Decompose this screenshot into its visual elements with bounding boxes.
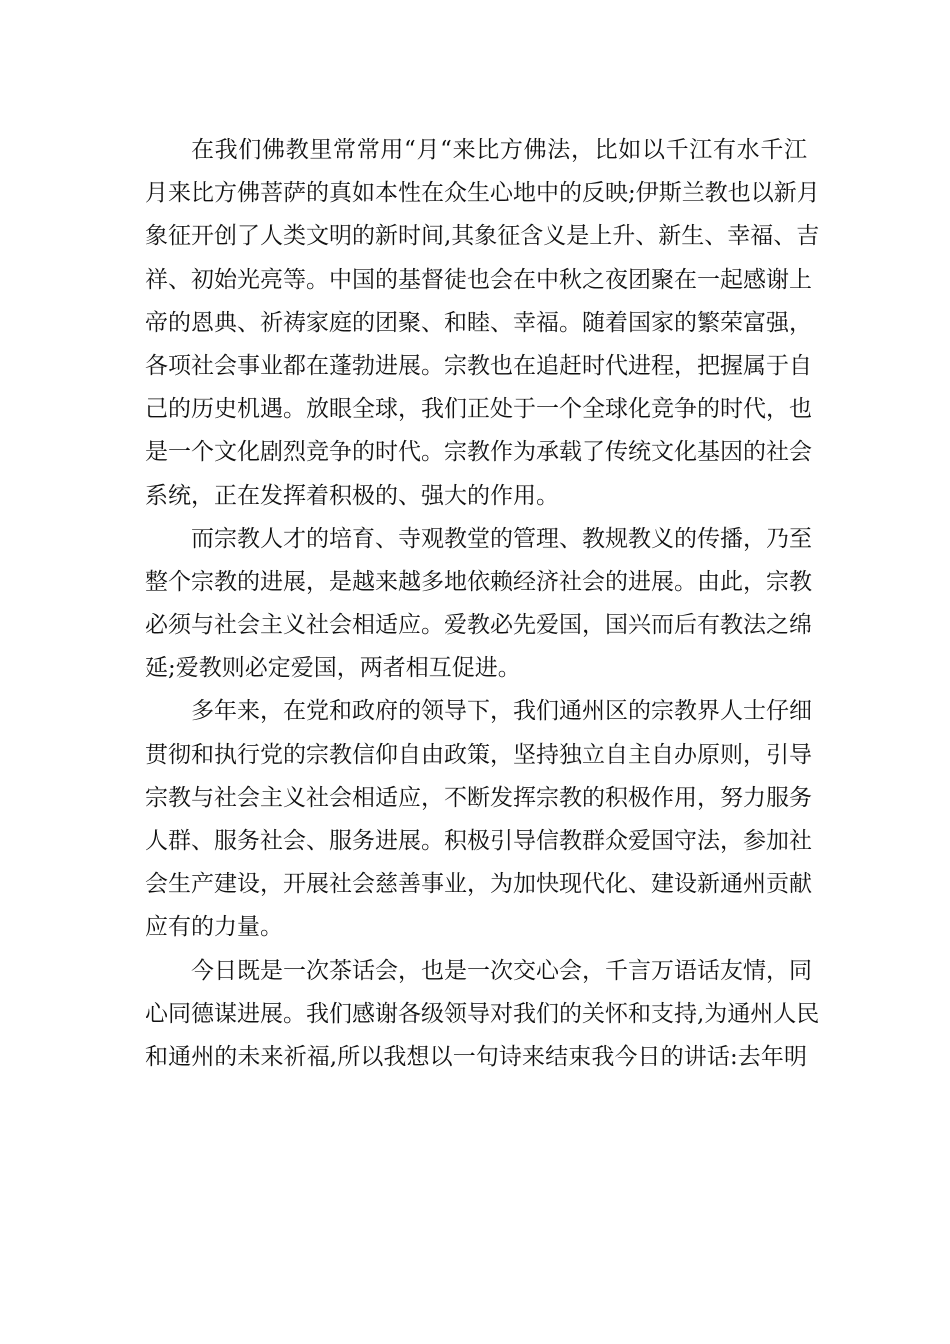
paragraph-line: 今日既是一次茶话会，也是一次交心会，千言万语话友情，同: [191, 957, 812, 984]
paragraph-line: 必须与社会主义社会相适应。爱教必先爱国，国兴而后有教法之绵: [145, 612, 812, 639]
paragraph-line: 月来比方佛菩萨的真如本性在众生心地中的反映;伊斯兰教也以新月: [145, 180, 820, 207]
paragraph-line: 己的历史机遇。放眼全球，我们正处于一个全球化竞争的时代，也: [145, 396, 812, 423]
paragraph-line: 祥、初始光亮等。中国的基督徒也会在中秋之夜团聚在一起感谢上: [145, 266, 812, 293]
paragraph-line: 多年来，在党和政府的领导下，我们通州区的宗教界人士仔细: [191, 698, 812, 725]
paragraph-line: 各项社会事业都在蓬勃进展。宗教也在追赶时代进程，把握属于自: [145, 352, 812, 379]
paragraph-line: 在我们佛教里常常用“月“来比方佛法，比如以千江有水千江: [191, 137, 807, 163]
paragraph-line: 宗教与社会主义社会相适应，不断发挥宗教的积极作用，努力服务: [145, 784, 812, 811]
paragraph-line: 象征开创了人类文明的新时间,其象征含义是上升、新生、幸福、吉: [145, 223, 820, 250]
paragraph-line: 系统，正在发挥着积极的、强大的作用。: [145, 482, 559, 509]
paragraph-line: 贯彻和执行党的宗教信仰自由政策，坚持独立自主自办原则，引导: [145, 741, 812, 768]
paragraph-line: 会生产建设，开展社会慈善事业，为加快现代化、建设新通州贡献: [145, 871, 812, 898]
paragraph-line: 心同德谋进展。我们感谢各级领导对我们的关怀和支持,为通州人民: [145, 1000, 820, 1027]
paragraph-line: 延;爱教则必定爱国，两者相互促进。: [145, 655, 521, 682]
paragraph-line: 帝的恩典、祈祷家庭的团聚、和睦、幸福。随着国家的繁荣富强，: [145, 309, 812, 336]
paragraph-line: 而宗教人才的培育、寺观教堂的管理、教规教义的传播，乃至: [191, 525, 812, 552]
paragraph-line: 和通州的未来祈福,所以我想以一句诗来结束我今日的讲话:去年明: [145, 1043, 807, 1070]
paragraph-line: 应有的力量。: [145, 914, 283, 941]
paragraph: [145, 690, 812, 949]
document-body: [145, 129, 820, 1079]
paragraph-line: 是一个文化剧烈竞争的时代。宗教作为承载了传统文化基因的社会: [145, 439, 812, 466]
paragraph-line: 整个宗教的进展，是越来越多地依赖经济社会的进展。由此，宗教: [145, 568, 812, 595]
paragraph: [145, 129, 820, 518]
paragraph: [145, 950, 820, 1080]
paragraph: [145, 518, 812, 691]
paragraph-line: 人群、服务社会、服务进展。积极引导信教群众爱国守法，参加社: [145, 828, 812, 854]
